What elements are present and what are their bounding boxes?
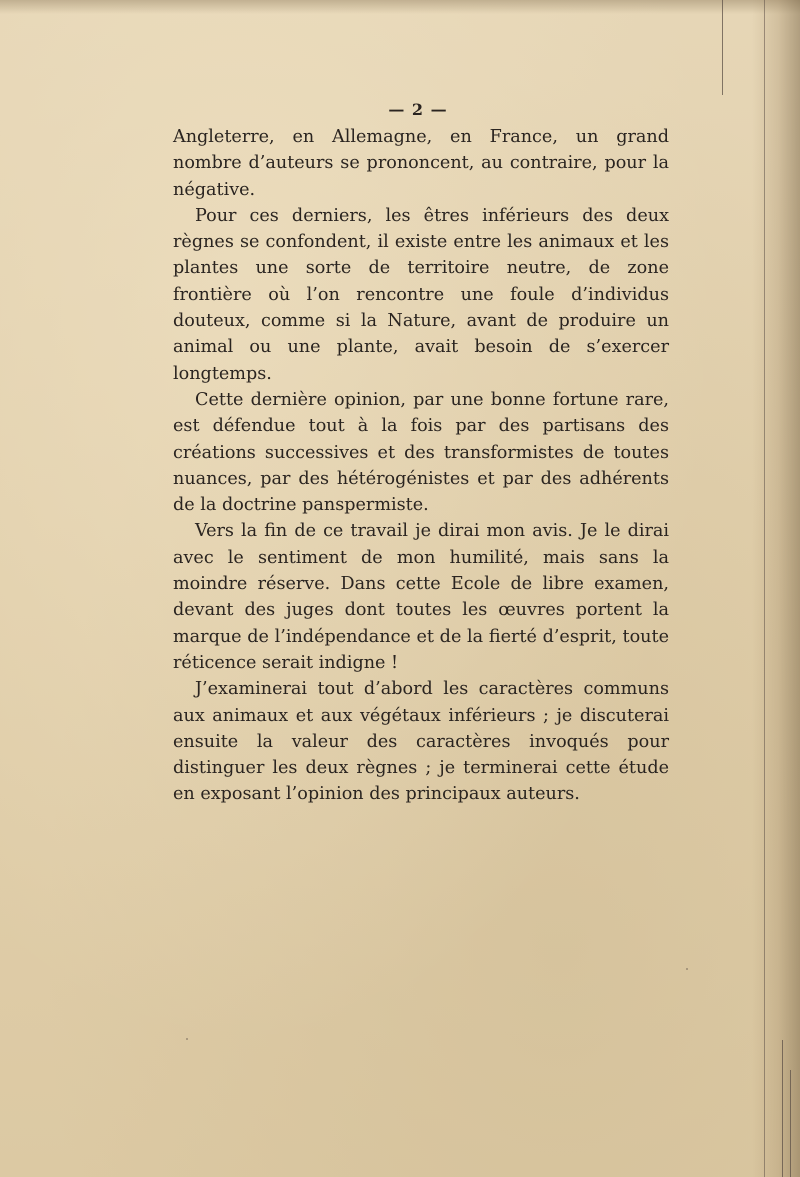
ink-speck [186, 1038, 188, 1040]
edge-line [782, 1040, 783, 1177]
edge-line [722, 0, 723, 95]
edge-line [764, 0, 765, 1177]
top-edge-shadow [0, 0, 800, 14]
page-number: — 2 — [388, 100, 448, 119]
paragraph: Angleterre, en Allemagne, en France, un grand nombre d’auteurs se prononcent, au contraire, pour la négative. [173, 127, 669, 200]
paragraph: J’examinerai tout d’abord les caractères communs aux animaux et aux végétaux inférieurs ; je discuterai ensuite la valeur des caractères invoqués pour distinguer les deux règnes ; je terminerai cette étude en exposant l’opinion des principaux auteurs. [173, 679, 669, 805]
ink-speck [686, 968, 688, 970]
paragraph: Vers la fin de ce travail je dirai mon avis. Je le dirai avec le sentiment de mon humilité, mais sans la moindre réserve. Dans cette Ecole de libre examen, devant des juges dont toutes les œuvres portent la marque de l’indépendance et de la fierté d’esprit, toute réticence serait indigne ! [173, 521, 669, 673]
right-edge-shadow [752, 0, 800, 1177]
body-text [173, 124, 669, 808]
paragraph: Cette dernière opinion, par une bonne fortune rare, est défendue tout à la fois par des partisans des créations successives et des transformistes de toutes nuances, par des hétérogénistes et par des adhérents de la doctrine panspermiste. [173, 389, 669, 516]
paragraph: Pour ces derniers, les êtres inférieurs des deux règnes se confondent, il existe entre les animaux et les plantes une sorte de territoire neutre, de zone frontière où l’on rencontre une foule d’individus douteux, comme si la Nature, avant de produire un animal ou une plante, avait besoin de s’exercer longtemps. [173, 205, 669, 384]
edge-line [790, 1070, 791, 1177]
